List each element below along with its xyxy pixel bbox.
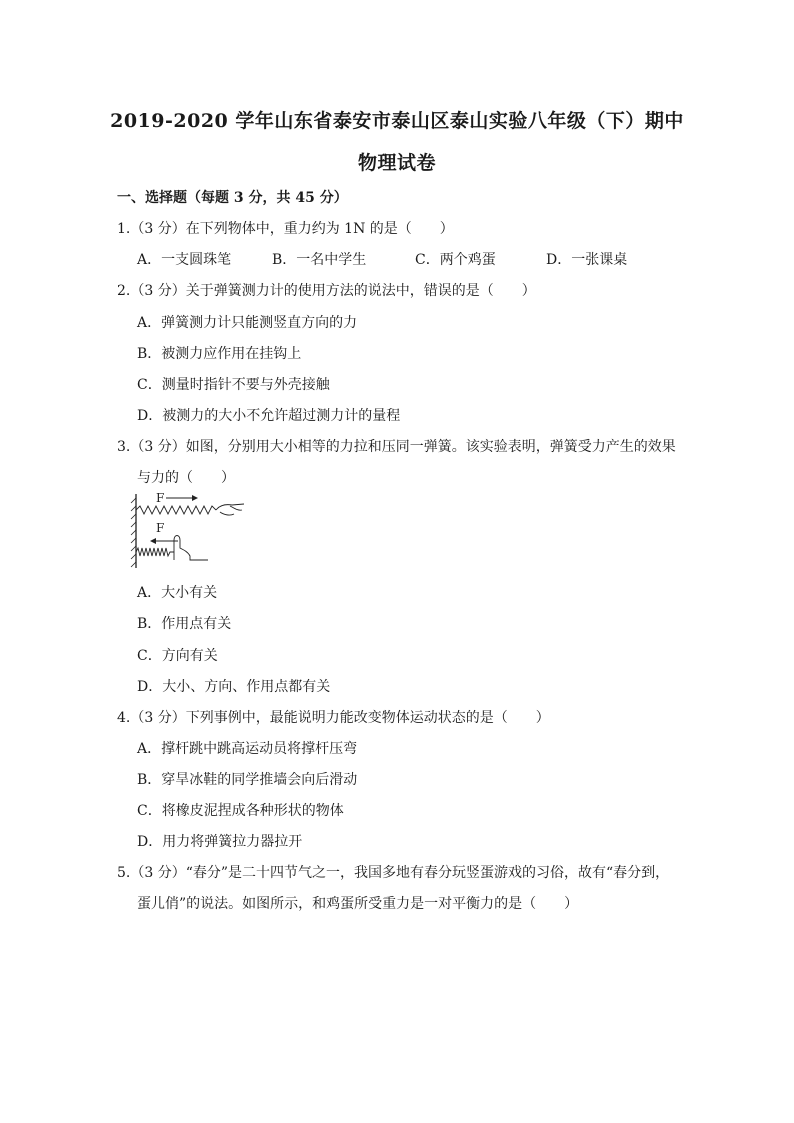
- wall-hatching: [131, 498, 136, 567]
- question-2-option-c: C．测量时指针不要与外壳接触: [137, 377, 330, 393]
- exam-title-line2: 物理试卷: [357, 152, 436, 174]
- spring-force-figure: [130, 488, 250, 570]
- question-4-stem: 4.（3 分）下列事例中，最能说明力能改变物体运动状态的是（ ）: [117, 710, 550, 726]
- section-heading: 一、选择题（每题 3 分，共 45 分）: [117, 190, 348, 206]
- question-5-stem-line2: 蛋儿俏”的说法。如图所示，和鸡蛋所受重力是一对平衡力的是（ ）: [137, 896, 579, 912]
- question-3-stem-line1: 3.（3 分）如图，分别用大小相等的力拉和压同一弹簧。该实验表明，弹簧受力产生的效果: [117, 439, 676, 455]
- question-1-option-d: D．一张课桌: [546, 252, 628, 268]
- figure-label-f-top: F: [156, 491, 165, 505]
- question-1-option-b: B．一名中学生: [272, 252, 367, 268]
- stretched-spring: [136, 506, 216, 514]
- compressed-spring: [136, 548, 174, 556]
- question-4-option-c: C．将橡皮泥捏成各种形状的物体: [137, 803, 344, 819]
- question-3-option-c: C．方向有关: [137, 648, 218, 664]
- figure-label-f-bottom: F: [156, 521, 165, 535]
- question-2-stem: 2.（3 分）关于弹簧测力计的使用方法的说法中，错误的是（ ）: [117, 283, 536, 299]
- question-2-option-d: D．被测力的大小不允许超过测力计的量程: [137, 408, 401, 424]
- question-3-option-d: D．大小、方向、作用点都有关: [137, 679, 331, 695]
- question-5-stem-line1: 5.（3 分）“春分”是二十四节气之一，我国多地有春分玩竖蛋游戏的习俗，故有“春分到，: [117, 865, 670, 881]
- question-3-option-a: A．大小有关: [137, 585, 218, 601]
- question-4-option-a: A．撑杆跳中跳高运动员将撑杆压弯: [137, 741, 358, 757]
- question-3-option-b: B．作用点有关: [137, 616, 232, 632]
- arrow-left-head: [150, 538, 156, 544]
- question-1-option-c: C．两个鸡蛋: [415, 252, 496, 268]
- exam-title-line1: 2019-2020 学年山东省泰安市泰山区泰山实验八年级（下）期中: [110, 110, 684, 132]
- question-4-option-d: D．用力将弹簧拉力器拉开: [137, 834, 303, 850]
- pushing-hand: [174, 536, 208, 561]
- question-4-option-b: B．穿旱冰鞋的同学推墙会向后滑动: [137, 772, 358, 788]
- arrow-right-head: [192, 495, 198, 501]
- question-2-option-a: A．弹簧测力计只能测竖直方向的力: [137, 315, 358, 331]
- question-3-stem-line2: 与力的（ ）: [137, 470, 235, 486]
- pulling-hand: [216, 504, 244, 515]
- question-2-option-b: B．被测力应作用在挂钩上: [137, 346, 302, 362]
- question-1-stem: 1.（3 分）在下列物体中，重力约为 1N 的是（ ）: [117, 221, 454, 237]
- question-1-option-a: A．一支圆珠笔: [137, 252, 232, 268]
